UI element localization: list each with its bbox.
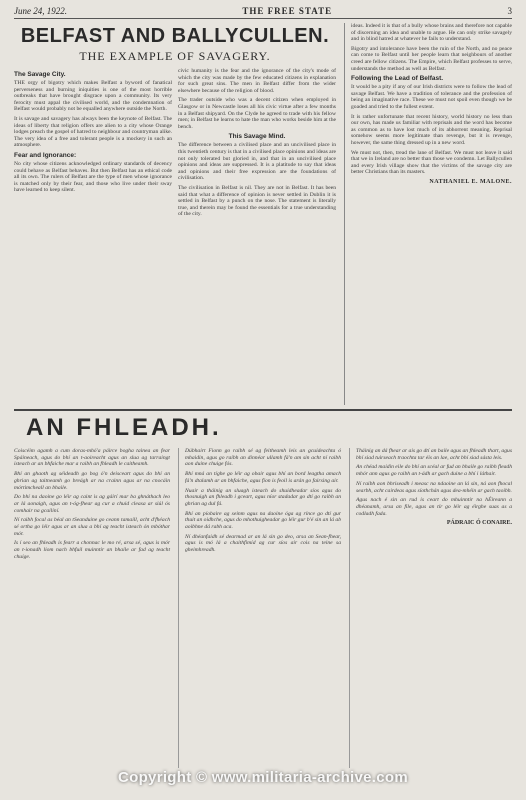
irish-paragraph: Ní raibh aon bhriseadh i measc na ndaoine an lá sin, ná aon fhocal searbh, acht cairdeas agus síothchán agus dea-mhéin ar gach taoibh. [356, 480, 512, 494]
newspaper-name: THE FREE STATE [242, 6, 333, 16]
body-paragraph: We must not, then, tread the lane of Belfast. We must not leave it said that we in Ireland are no better than those we condemn. Let Ballycullen and every Irish village show that the victims of the savage city are better Christians than its masters. [351, 149, 512, 176]
article-belfast [14, 23, 512, 405]
author-signature-irish: PÁDRAIC Ó CONAIRE. [446, 520, 512, 527]
irish-paragraph: Bhí mná an tíghe go léir ag obair agus bhí an bord leagtha amach fá'n dtalamh ar an bhfaiche, agus fíon is feoil is arán go fairsing air. [185, 471, 341, 484]
section-heading: Fear and Ignorance: [14, 151, 77, 159]
irish-paragraph: Ní dhéanfaidh sé dearmad ar an lá sin go deo, arsa an Sean-fhear, agus is mó lá a chaithfimíd ag cur síos air cois na teine sa gheimhreadh. [185, 533, 341, 554]
body-paragraph: The trader outside who was a decent citizen when employed in Glasgow or in Newcastle loses all his civic virtue after a few months in a Belfast shipyard. On the Clyde he agreed to trade with his fellow men; in Belfast he learns to hate the man who works beside him at the bench. [178, 97, 336, 130]
irish-paragraph: Coiscéim agamh a cum doras-mhó'a páirce bogha tainea an fear Spáineach, agus do bhí an t-aoireacht agus an slua ag tarraingt isteach ar an bhfaiche mar a raibh an fhleadh le caitheamh. [14, 448, 170, 468]
irish-column-2 [178, 448, 341, 768]
body-paragraph: The difference between a civilised place and an uncivilised place in this twentieth century is that in a civilised place opinions and ideas are not only tolerated but gloried in, and that in an uncivilised place opinions and ideas are suppressed. It is a platitude to say that ideas and opinions and their free expression are the foundations of civilisation. [178, 142, 336, 182]
section-heading: The Savage City. [14, 71, 66, 78]
issue-date: June 24, 1922. [14, 6, 67, 16]
irish-column-3 [349, 448, 512, 768]
section-heading: This Savage Mind. [228, 133, 286, 141]
body-paragraph: The civilisation in Belfast is nil. They are not in Belfast. It has been said that what a difference of opinion is never settled in Dublin it is settled in Belfast by a punch on the nose. The statement is literally true, and therein may be found the essentials for a true understanding of the city. [178, 184, 336, 218]
article-title-irish: AN FHLEADH. [26, 414, 222, 441]
body-paragraph: civic humanity is the fear and the ignorance of the city's mode of which the city was made by the few educated citizens in explanation for such great sins. The men in Belfast differ from the wider elsewhere because of the religion of blood. [178, 68, 336, 94]
irish-column-1 [14, 448, 170, 768]
page-number: 3 [507, 6, 512, 16]
article-an-fhleadh [14, 448, 512, 768]
body-paragraph: It is savage and savagery has always been the keynote of Belfast. The ideas of liberty that religion offers are alien to a city whose Orange lodges preach the gospel of hatred to neighbour and countryman alike. The very idea of a free and tolerant people is a mockery in such an atmosphere. [14, 115, 172, 149]
irish-paragraph: Is í seo an fhleadh is fearr a chonnac le mo ré, arsa sé, agus is mór an t-ionadh liom nach bhfuil muinntir an bhaile ar fad ag teacht chuige. [14, 540, 170, 560]
author-signature: NATHANIEL E. MALONE. [429, 178, 512, 185]
article-column-2 [178, 68, 336, 221]
irish-paragraph: An chéad maidin eile do bhí an scéal ar fud an bhaile go raibh fleadh mhór ann agus go raibh an t-ádh ar gach duine a bhí i láthair. [356, 464, 512, 478]
irish-paragraph: Bhí an ghaoth ag séideadh go bog ó'n deisceart agus do bhí an ghrian ag taitneamh go breágh ar na crainn agus ar na cnocáin mórtimcheall an bhaile. [14, 471, 170, 491]
article-belfast-main [14, 23, 336, 405]
article-subtitle: THE EXAMPLE OF SAVAGERY. [79, 49, 271, 63]
body-paragraph: THE orgy of bigotry which makes Belfast a byword of fanatical perverseness and burning iniquities is one of the most horrible outbreaks that have brought disgrace upon a community. Its very ferocity must appal the civilised world, and the condemnation of Belfast would probably not be equalled anywhere outside the North. [14, 80, 172, 113]
irish-paragraph: Dúbhairt Fionn go raibh sé ag feitheamh leis an gcuideachta ó mhaidin, agus go raibh an dinnéar ullamh fá'n am sin acht ní raibh aon duine chuige fós. [185, 448, 341, 468]
irish-paragraph: Bhí an píobaire ag seinm agus na daoine óga ag rínce go dtí gur thuit an oidhche, agus do mhothuigheadar go léir gur b'é sin an lá ab aoibhne dá rabh aca. [185, 510, 341, 531]
article-column-1 [14, 68, 172, 221]
body-paragraph: Bigotry and intolerance have been the ruin of the North, and no peace can come to Belfast until her people learn that neighbours of another creed are fellow citizens. The Empire, which Belfast professes to serve, understands the method as well as Belfast. [351, 45, 512, 72]
irish-paragraph: Tháinig an dá fhear ar ais go dtí an baile agus an fhleadh thart, agus bhí siad tuirseach traochta tar éis an lae, acht bhí siad sásta leis. [356, 448, 512, 461]
body-paragraph: No city whose citizens acknowledged ordinary standards of decency could behave as Belfast behaves. But then Belfast has an ethical code all its own. The rulers of Belfast are the type of men whose ignorance is matched only by their fear, and those who live under their sway have learned to keep silent. [14, 160, 172, 194]
section-divider [14, 409, 512, 411]
article-headline: BELFAST AND BALLYCULLEN. [20, 25, 330, 47]
body-paragraph: It would be a pity if any of our Irish districts were to follow the lead of savage Belfast. We have a tradition of tolerance and the profession of being an imaginative race. These we must not spoil even though we be goaded and tried to the fullest extent. [351, 84, 512, 110]
section-heading: Following the Lead of Belfast. [351, 75, 444, 83]
irish-paragraph: Agus nach é sin an rud is ceart do mhuinntir na hÉireann a dhéanamh, arsa an file, agus an tír go léir ag éirghe suas as a codladh fada. [356, 497, 512, 517]
irish-paragraph: Ní raibh focal as béal an tSeanduine go ceann tamaill, acht d'fhéach sé ortha go léir agus ar an slua a bhí ag teacht isteach ón mbóthar mór. [14, 517, 170, 537]
irish-paragraph: Do bhí na daoine go léir ag caint is ag gáirí mar ba ghnáthach leo ar lá aonaigh, agus an t-óg-fhear ag cur a chuid cleasa ar siúl ós comhair na gcailíní. [14, 494, 170, 514]
body-paragraph: ideas. Indeed it is that of a bully whose brains and therefore not capable of discerning an idea and unable to argue. He can only strike savagely and in blind hatred at whatever he fails to understand. [351, 23, 512, 43]
body-paragraph: It is rather unfortunate that recent history, world history no less than our own, has made us familiar with reprisals and the word has become as common as to have lost much of its abhorrent meaning. Reprisal somehow seems more legitimate than revenge, but it is revenge, however, the same thing dressed up in a new word. [351, 113, 512, 146]
article-columns [14, 68, 336, 221]
running-header [14, 6, 512, 19]
copyright-watermark: Copyright © www.militaria-archive.com [118, 769, 408, 786]
irish-paragraph: Nuair a tháinig an sluagh isteach do shuidheadar síos agus do thosnuigh an fhleadh i gceart, agus níor stadadar go dtí go raibh an ghrian ag dul fá. [185, 487, 341, 507]
article-belfast-right-column [344, 23, 512, 405]
